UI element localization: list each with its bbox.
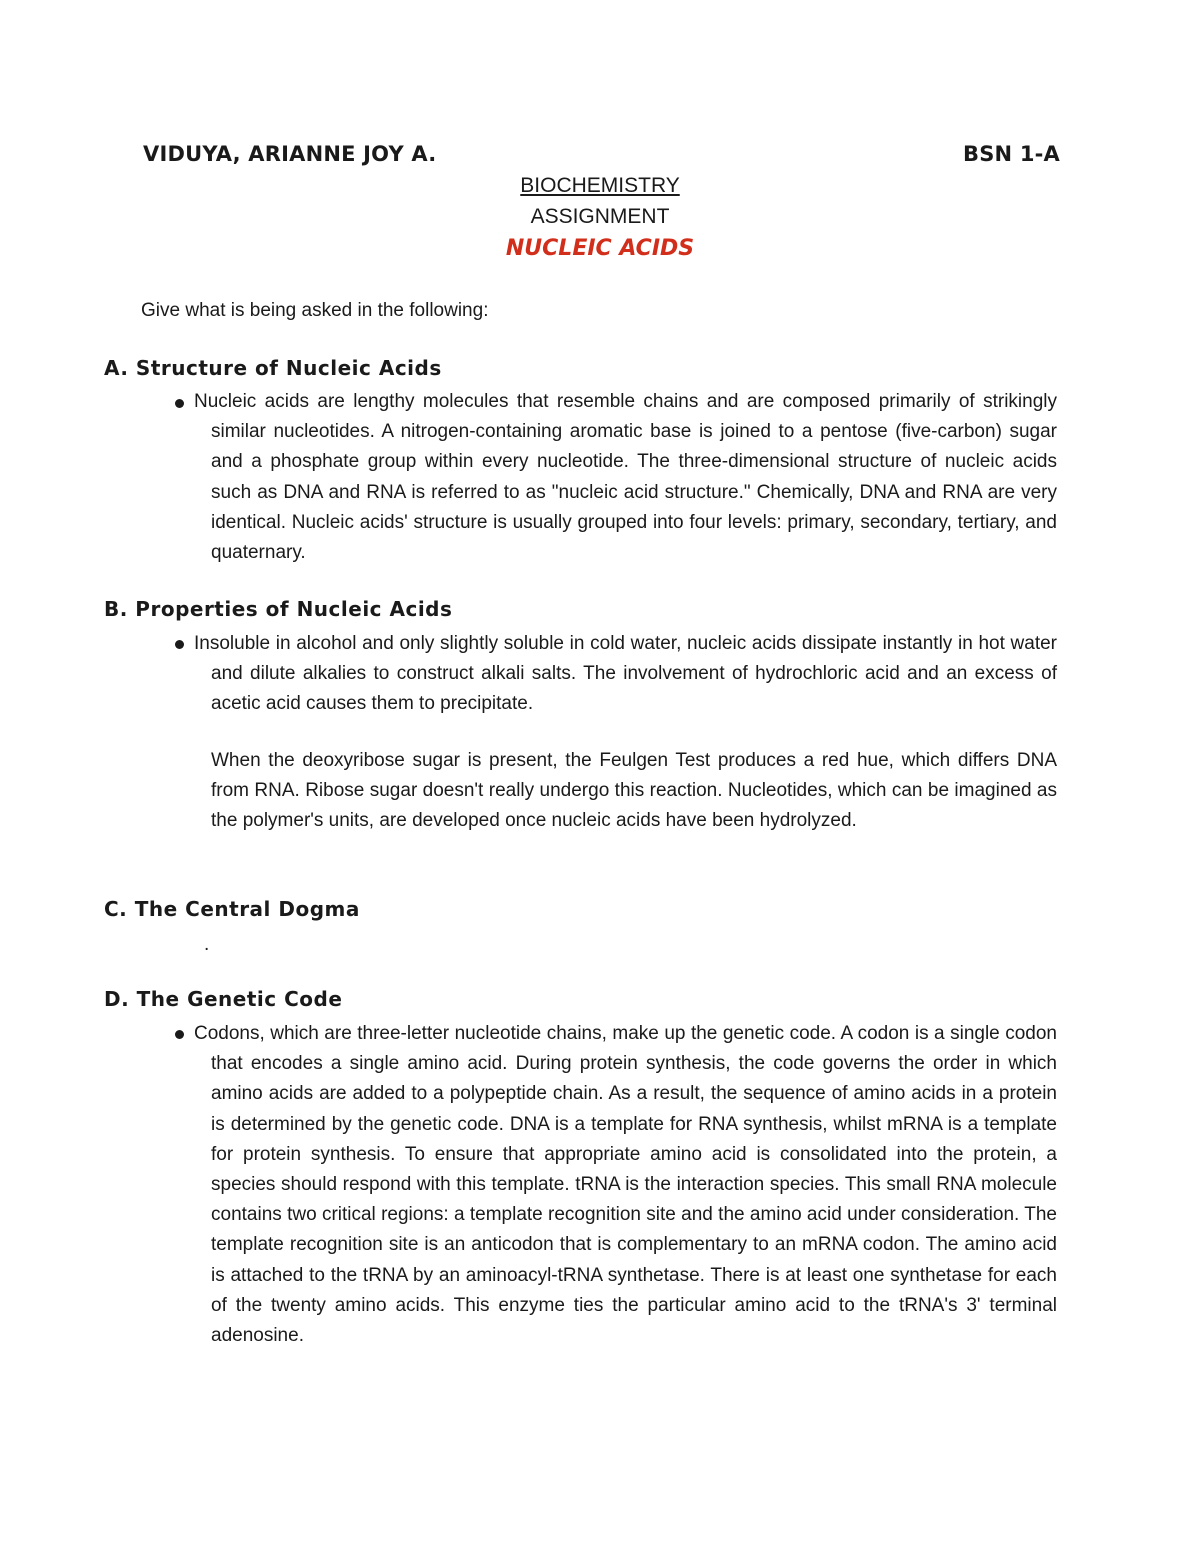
bullet-icon: [175, 1030, 184, 1039]
section-b-text-1: Insoluble in alcohol and only slightly soluble in cold water, nucleic acids dissipate instantly in hot water and dilute alkalies to construct alkali salts. The involvement of hydrochloric acid and an excess of acetic acid causes them to precipitate.: [194, 633, 1057, 715]
section-c-content: .: [204, 934, 210, 955]
student-section: BSN 1-A: [963, 142, 1060, 166]
section-d-paragraph: [194, 1019, 1057, 1351]
topic-title: NUCLEIC ACIDS: [505, 236, 695, 261]
section-a-heading: A. Structure of Nucleic Acids: [104, 356, 442, 380]
section-a-paragraph: [194, 387, 1057, 568]
section-a-text: Nucleic acids are lengthy molecules that resemble chains and are composed primarily of strikingly similar nucleotides. A nitrogen-containing aromatic base is joined to a pentose (five-carbon) sugar and a phosphate group within every nucleotide. The three-dimensional structure of nucleic acids such as DNA and RNA is referred to as "nucleic acid structure." Chemically, DNA and RNA are very identical. Nucleic acids' structure is usually grouped into four levels: primary, secondary, tertiary, and quaternary.: [194, 391, 1057, 564]
bullet-icon: [175, 399, 184, 408]
section-d-heading: D. The Genetic Code: [104, 987, 343, 1011]
section-b-heading: B. Properties of Nucleic Acids: [104, 597, 453, 621]
instruction-text: Give what is being asked in the following:: [141, 300, 489, 321]
section-b-paragraph-2: When the deoxyribose sugar is present, the Feulgen Test produces a red hue, which differs DNA from RNA. Ribose sugar doesn't really undergo this reaction. Nucleotides, which can be imagined as the polymer's units, are developed once nucleic acids have been hydrolyzed.: [211, 750, 1057, 832]
student-name: VIDUYA, ARIANNE JOY A.: [143, 142, 437, 166]
header-row: [143, 142, 1060, 172]
bullet-icon: [175, 640, 184, 649]
subject-title: BIOCHEMISTRY: [520, 174, 680, 197]
section-b-paragraph-1: [194, 629, 1057, 720]
section-c-heading: C. The Central Dogma: [104, 897, 360, 921]
assignment-label: ASSIGNMENT: [530, 205, 670, 228]
section-d-text: Codons, which are three-letter nucleotide chains, make up the genetic code. A codon is a single codon that encodes a single amino acid. During protein synthesis, the code governs the order in which amino acids are added to a polypeptide chain. As a result, the sequence of amino acids in a protein is determined by the genetic code. DNA is a template for RNA synthesis, whilst mRNA is a template for protein synthesis. To ensure that appropriate amino acid is consolidated into the protein, a species should respond with this template. tRNA is the interaction species. This small RNA molecule contains two critical regions: a template recognition site and the amino acid under consideration. The template recognition site is an anticodon that is complementary to an mRNA codon. The amino acid is attached to the tRNA by an aminoacyl-tRNA synthetase. There is at least one synthetase for each of the twenty amino acids. This enzyme ties the particular amino acid to the tRNA's 3' terminal adenosine.: [194, 1023, 1057, 1347]
